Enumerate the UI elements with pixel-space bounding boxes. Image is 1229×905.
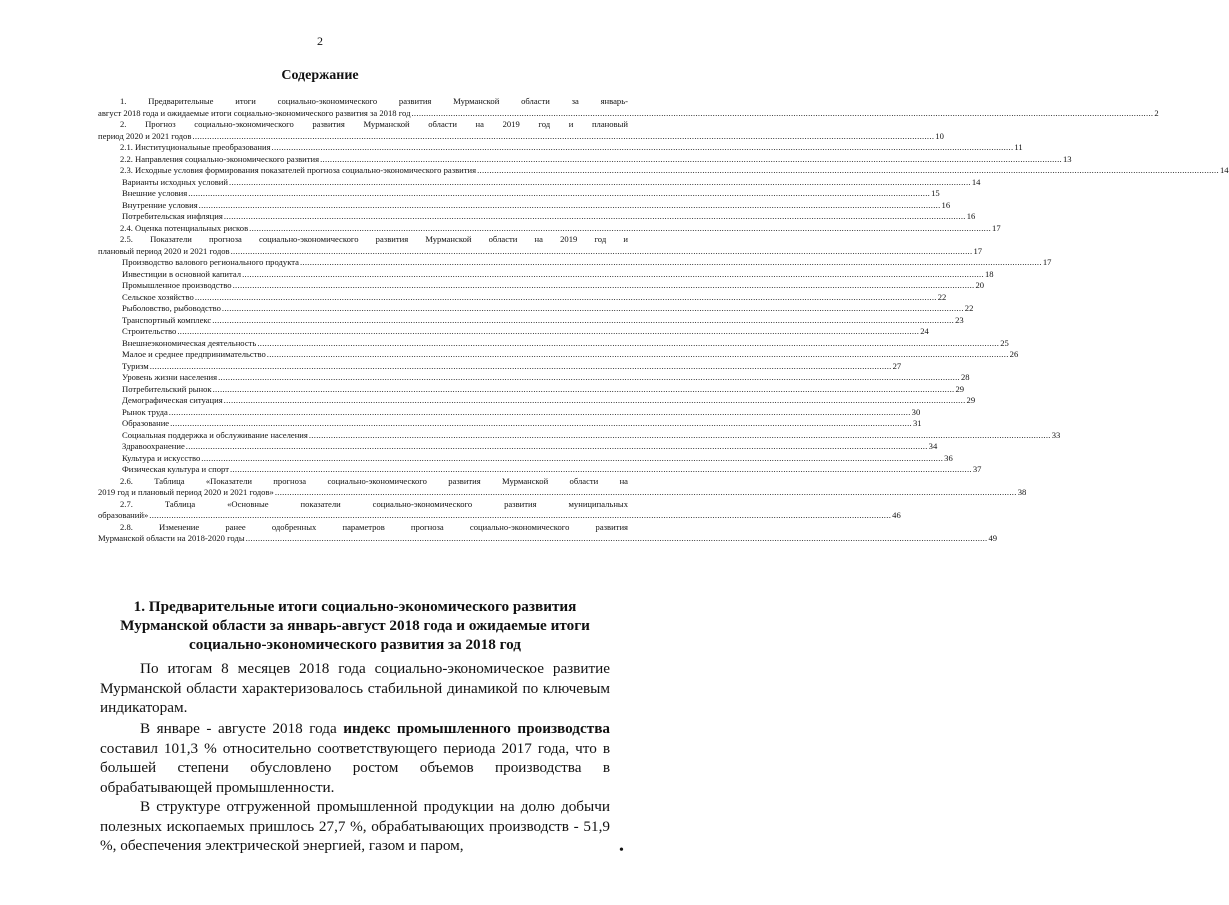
toc-entry-row <box>98 280 985 292</box>
toc-leader-dots <box>230 464 972 476</box>
toc-page-number: 26 <box>1009 349 1019 359</box>
toc-entry <box>98 464 982 476</box>
toc-entry-text: Потребительская инфляция <box>122 211 223 221</box>
toc-entry-row <box>98 533 998 545</box>
toc-entry <box>98 142 1023 154</box>
toc-entry-row <box>98 349 1019 361</box>
toc-entry <box>98 119 944 142</box>
toc-entry-text: Физическая культура и спорт <box>122 464 229 474</box>
toc-page-number: 30 <box>911 406 921 417</box>
toc-title: Содержание <box>281 68 359 83</box>
toc-page-number: 14 <box>971 176 981 187</box>
toc-page-number: 31 <box>912 418 922 428</box>
toc-entry-text: Культура и искусство <box>122 452 201 463</box>
toc-entry-text: период 2020 и 2021 годов <box>98 130 192 141</box>
toc-page-number: 17 <box>992 222 1001 233</box>
paragraph-text <box>100 719 610 797</box>
toc-entry <box>98 314 964 327</box>
toc-leader-dots <box>231 246 973 258</box>
toc-leader-dots <box>201 453 943 465</box>
toc-page-number: 29 <box>955 383 965 394</box>
toc-entry-text: Рынок труда <box>122 406 168 417</box>
paragraph-rest: составил 101,3 % относительно соответствующего периода 2017 года, что в большей степени обусловлено ростом объемов производства в обрабатывающей промышленности. <box>100 739 610 796</box>
toc-page-number: 38 <box>1017 487 1027 497</box>
toc-leader-dots <box>149 510 891 522</box>
toc-leader-dots <box>212 315 954 327</box>
toc-page-number: 17 <box>1042 257 1052 267</box>
toc-leader-dots <box>186 441 928 453</box>
toc-entry <box>98 303 974 315</box>
toc-page-number: 27 <box>892 360 902 371</box>
toc-entry-row <box>98 337 1009 350</box>
toc-entry-row <box>98 199 951 212</box>
toc-entry-row <box>98 441 938 453</box>
toc-page-number: 37 <box>972 464 982 474</box>
toc-leader-dots <box>150 361 892 373</box>
toc-entry <box>98 96 1159 119</box>
toc-entry-row <box>98 487 1027 499</box>
toc-leader-dots <box>257 338 999 350</box>
toc-entry-text: Транспортный комплекс <box>122 314 212 325</box>
toc-entry-text: 2.5. Показатели прогноза социально-экономического развития Мурманской области на 2019 год и <box>120 234 628 244</box>
toc-entry <box>98 257 1052 269</box>
toc-entry-text: Мурманской области на 2018-2020 годы <box>98 533 245 543</box>
toc-entry <box>98 452 953 465</box>
toc-entry-text: Рыболовство, рыбоводство <box>122 303 221 313</box>
toc-leader-dots <box>170 418 912 430</box>
toc-leader-dots <box>188 188 930 200</box>
toc-page-number: 10 <box>935 130 944 141</box>
toc-entry-row <box>98 326 929 338</box>
toc-leader-dots <box>477 165 1219 177</box>
toc-leader-dots <box>246 533 988 545</box>
toc-entry <box>98 337 1009 350</box>
toc-entry-text: Варианты исходных условий <box>122 176 228 187</box>
toc-entry-row <box>98 211 976 223</box>
toc-entry-row <box>98 107 1159 120</box>
toc-leader-dots <box>218 372 960 384</box>
toc-leader-dots <box>229 177 971 189</box>
toc-entry <box>98 326 929 338</box>
toc-entry <box>98 349 1019 361</box>
toc-entry <box>98 176 981 189</box>
toc-entry-text: Туризм <box>122 360 149 371</box>
toc-page-number: 29 <box>966 395 976 405</box>
toc-entry <box>98 372 970 384</box>
toc-entry-row <box>98 395 976 407</box>
toc-entry <box>98 234 983 257</box>
toc-leader-dots <box>275 487 1017 499</box>
toc-page-number: 13 <box>1062 153 1072 164</box>
toc-entry-row <box>98 303 974 315</box>
toc-page-number: 25 <box>1000 337 1009 348</box>
toc-page-number: 20 <box>975 280 985 290</box>
toc-entry-text: 2.8. Изменение ранее одобренных параметров прогноза социально-экономического развития <box>120 521 628 532</box>
toc-page-number: 24 <box>920 326 929 336</box>
toc-entry <box>98 441 938 453</box>
toc-entry <box>98 165 1229 177</box>
toc-leader-dots <box>309 430 1051 442</box>
toc-leader-dots <box>169 407 911 419</box>
toc-entry-text: 2.7. Таблица «Основные показатели социально-экономического развития муниципальных <box>120 498 628 509</box>
section-heading: 1. Предварительные итоги социально-экономического развития Мурманской области за январь-август 2018 года и ожидаемые итоги социально-экономического развития за 2018 год <box>120 598 590 653</box>
toc-entry <box>98 268 994 281</box>
toc-entry-text: Производство валового регионального продукта <box>122 257 299 267</box>
toc-entry-row <box>98 372 970 384</box>
toc-entry-text: 2019 год и плановый период 2020 и 2021 годов» <box>98 487 274 497</box>
toc-leader-dots <box>195 292 937 304</box>
toc-entry-text: 2.3. Исходные условия формирования показателей прогноза социально-экономического развития <box>120 165 477 175</box>
toc-entry <box>98 360 902 373</box>
toc-leader-dots <box>222 303 964 315</box>
toc-entry-text: 2.4. Оценка потенциальных рисков <box>120 222 249 233</box>
toc-entry-text: Демографическая ситуация <box>122 395 223 405</box>
toc-leader-dots <box>320 154 1062 166</box>
toc-entry-text: 2.2. Направления социально-экономического развития <box>120 153 320 164</box>
table-of-contents <box>98 96 1229 545</box>
toc-page-number: 49 <box>988 533 998 543</box>
toc-entry-row <box>98 142 1023 154</box>
toc-leader-dots <box>177 326 919 338</box>
toc-page-number: 16 <box>966 211 976 221</box>
toc-page-number: 22 <box>964 303 974 313</box>
toc-page-number: 18 <box>984 268 994 279</box>
toc-entry <box>98 153 1072 166</box>
toc-leader-dots <box>224 211 966 223</box>
toc-leader-dots <box>300 257 1042 269</box>
toc-entry-text: Внутренние условия <box>122 199 198 210</box>
toc-entry-row <box>98 314 964 327</box>
toc-entry-row <box>98 429 1061 442</box>
toc-entry-text: Малое и среднее предпринимательство <box>122 349 266 359</box>
toc-leader-dots <box>192 131 934 143</box>
toc-entry-row <box>98 176 981 189</box>
toc-page-number: 22 <box>937 291 947 302</box>
toc-entry-text: Промышленное производство <box>122 280 232 290</box>
toc-entry <box>98 521 998 545</box>
body-paragraph-3 <box>100 797 610 856</box>
toc-entry <box>98 406 921 419</box>
toc-entry-row <box>98 268 994 281</box>
toc-page-number: 15 <box>931 188 940 198</box>
toc-entry <box>98 498 901 522</box>
toc-leader-dots <box>242 269 984 281</box>
toc-entry <box>98 211 976 223</box>
toc-entry <box>98 280 985 292</box>
toc-entry <box>98 395 976 407</box>
toc-leader-dots <box>199 200 941 212</box>
toc-page-number: 46 <box>892 510 901 520</box>
paragraph-text: В структуре отгруженной промышленной продукции на долю добычи полезных ископаемых пришлось 27,7 %, обрабатывающих производств - 51,9 %, обеспечения электрической энергией, газом и паром, <box>100 798 610 854</box>
toc-page-number: 33 <box>1051 429 1061 440</box>
toc-page-number: 16 <box>941 199 951 210</box>
toc-entry-row <box>98 406 921 419</box>
toc-entry-text: Внешнеэкономическая деятельность <box>122 337 257 348</box>
toc-leader-dots <box>224 395 966 407</box>
toc-entry-row <box>98 153 1072 166</box>
toc-page-number: 36 <box>944 452 953 463</box>
toc-entry-row <box>98 510 901 522</box>
toc-entry-text: 2.6. Таблица «Показатели прогноза социально-экономического развития Мурманской области на <box>120 475 628 486</box>
toc-entry-row <box>98 130 944 143</box>
toc-entry <box>98 199 951 212</box>
toc-page-number: 34 <box>928 441 938 451</box>
toc-page-number: 28 <box>960 372 970 382</box>
toc-page-number: 2 <box>1154 107 1159 118</box>
toc-entry-row <box>98 222 1001 235</box>
toc-entry-text: Уровень жизни населения <box>122 372 218 382</box>
toc-entry-text: Потребительский рынок <box>122 383 212 394</box>
toc-entry-text: Здравоохранение <box>122 441 185 451</box>
toc-entry-text: Внешние условия <box>122 188 188 198</box>
margin-mark: • <box>619 843 624 858</box>
toc-leader-dots <box>233 280 975 292</box>
body-paragraph-1 <box>100 659 610 718</box>
toc-leader-dots <box>267 349 1009 361</box>
toc-entry-row <box>98 291 947 304</box>
toc-page-number: 11 <box>1014 142 1023 152</box>
toc-entry-text: Сельское хозяйство <box>122 291 194 302</box>
toc-entry <box>98 291 947 304</box>
toc-entry-text: плановый период 2020 и 2021 годов <box>98 245 230 256</box>
toc-entry-text: 2. Прогноз социально-экономического развития Мурманской области на 2019 год и плановый <box>120 119 628 129</box>
toc-entry-text: Социальная поддержка и обслуживание населения <box>122 429 308 440</box>
toc-entry-row <box>98 245 983 258</box>
toc-entry-row <box>98 418 922 430</box>
toc-entry <box>98 418 922 430</box>
toc-page-number: 14 <box>1219 165 1229 175</box>
toc-entry-text: 2.1. Институциональные преобразования <box>120 142 271 152</box>
toc-entry-row <box>98 188 940 200</box>
toc-entry <box>98 383 965 396</box>
toc-entry-text: образований» <box>98 510 149 520</box>
toc-entry-row <box>98 360 902 373</box>
toc-entry <box>98 222 1001 235</box>
paragraph-text: По итогам 8 месяцев 2018 года социально-экономическое развитие Мурманской области характеризовалось стабильной динамикой по ключевым индикаторам. <box>100 660 610 716</box>
page-number: 2 <box>317 34 323 48</box>
toc-entry-text: Строительство <box>122 326 177 336</box>
toc-entry-row <box>98 452 953 465</box>
toc-entry <box>98 188 940 200</box>
toc-entry-row <box>98 464 982 476</box>
toc-leader-dots <box>411 108 1153 120</box>
toc-entry <box>98 475 1027 499</box>
toc-entry-row <box>98 165 1229 177</box>
toc-leader-dots <box>213 384 955 396</box>
toc-leader-dots <box>249 223 991 235</box>
paragraph-lead: В январе - августе 2018 года <box>140 720 344 737</box>
toc-entry-text: 1. Предварительные итоги социально-экономического развития Мурманской области за январь- <box>120 96 628 106</box>
toc-entry-text: Инвестиции в основной капитал <box>122 268 242 279</box>
toc-page-number: 17 <box>973 245 983 256</box>
toc-leader-dots <box>272 142 1014 154</box>
toc-page-number: 23 <box>955 314 964 325</box>
toc-entry-row <box>98 257 1052 269</box>
toc-entry-text: Образование <box>122 418 170 428</box>
toc-entry-text: август 2018 года и ожидаемые итоги социально-экономического развития за 2018 год <box>98 107 411 118</box>
body-paragraph-2 <box>100 719 610 797</box>
toc-entry-row <box>98 383 965 396</box>
emphasized-term: индекс промышленного производства <box>343 720 610 737</box>
toc-entry <box>98 429 1061 442</box>
